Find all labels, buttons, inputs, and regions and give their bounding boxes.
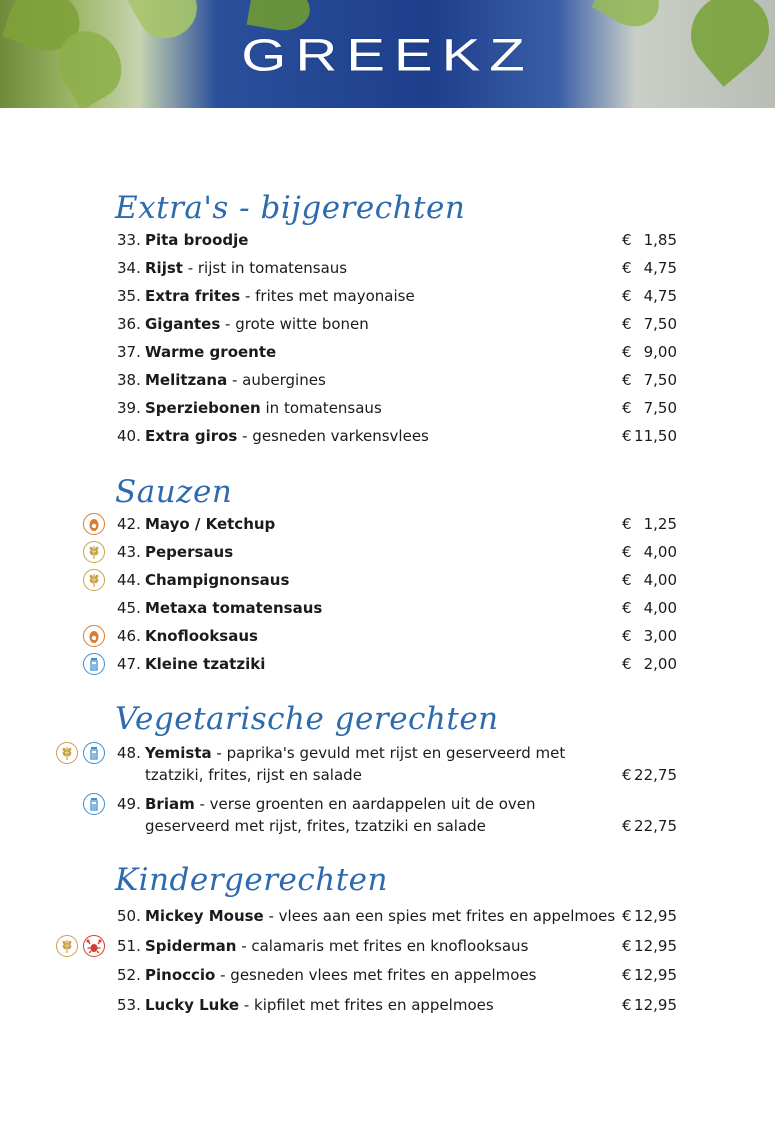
- gluten-icon: [56, 742, 78, 764]
- item-description: - frites met mayonaise: [240, 287, 415, 305]
- item-number: 42.: [117, 515, 141, 533]
- section-title: Sauzen: [115, 474, 233, 510]
- item-price: 11,50: [634, 427, 677, 445]
- item-price: 4,00: [643, 599, 677, 617]
- section-title: Vegetarische gerechten: [115, 701, 499, 737]
- item-name: Sperziebonen: [145, 399, 261, 417]
- item-name: Gigantes: [145, 315, 221, 333]
- item-price: 4,00: [643, 571, 677, 589]
- item-price: 2,00: [643, 655, 677, 673]
- menu-item: [0, 341, 775, 363]
- item-description: - aubergines: [227, 371, 326, 389]
- menu-item: [0, 569, 775, 591]
- item-name: Mayo / Ketchup: [145, 515, 276, 533]
- item-description: - rijst in tomatensaus: [182, 259, 348, 277]
- item-name: Warme groente: [145, 343, 277, 361]
- item-name: Metaxa tomatensaus: [145, 599, 323, 617]
- currency-symbol: €: [622, 543, 632, 561]
- currency-symbol: €: [622, 259, 632, 277]
- item-price: 7,50: [643, 399, 677, 417]
- item-description: - paprika's gevuld met rijst en geserveerd met: [211, 744, 566, 762]
- menu-item: [0, 964, 775, 986]
- item-price: 3,00: [643, 627, 677, 645]
- item-number: 39.: [117, 399, 141, 417]
- currency-symbol: €: [622, 599, 632, 617]
- item-text: [145, 793, 536, 815]
- item-text: [145, 541, 233, 563]
- menu-item: [0, 229, 775, 251]
- item-description-line2: geserveerd met rijst, frites, tzatziki en salade: [145, 817, 486, 835]
- item-name: Rijst: [145, 259, 183, 277]
- gluten-icon: [56, 935, 78, 957]
- item-name: Pepersaus: [145, 543, 234, 561]
- currency-symbol: €: [622, 655, 632, 673]
- item-number: 38.: [117, 371, 141, 389]
- item-price: 22,75: [634, 817, 677, 835]
- section-title: Kindergerechten: [115, 862, 388, 898]
- currency-symbol: €: [622, 936, 632, 955]
- menu-item: [0, 653, 775, 675]
- item-description: - gesneden vlees met frites en appelmoes: [215, 966, 537, 984]
- item-description: - gesneden varkensvlees: [237, 427, 429, 445]
- egg-icon: [83, 625, 105, 647]
- item-number: 53.: [117, 995, 141, 1014]
- currency-symbol: €: [622, 627, 632, 645]
- item-price: 4,75: [643, 259, 677, 277]
- item-number: 50.: [117, 907, 141, 925]
- item-price: 9,00: [643, 343, 677, 361]
- item-description-line2: tzatziki, frites, rijst en salade: [145, 766, 362, 784]
- item-number: 49.: [117, 795, 141, 813]
- item-number: 37.: [117, 343, 141, 361]
- item-description: - grote witte bonen: [220, 315, 369, 333]
- currency-symbol: €: [622, 231, 632, 249]
- menu-item: [0, 425, 775, 447]
- item-name: Yemista: [145, 744, 212, 762]
- item-number: 36.: [117, 315, 141, 333]
- item-name: Melitzana: [145, 371, 228, 389]
- currency-symbol: €: [622, 427, 632, 445]
- item-text: [145, 653, 265, 675]
- item-price: 4,00: [643, 543, 677, 561]
- item-description: - verse groenten en aardappelen uit de oven: [194, 795, 536, 813]
- item-description: - calamaris met frites en knoflooksaus: [236, 936, 529, 955]
- item-text: [145, 625, 258, 647]
- milk-icon: [83, 793, 105, 815]
- menu-item: [0, 397, 775, 419]
- egg-icon: [83, 513, 105, 535]
- item-name: Pita broodje: [145, 231, 249, 249]
- menu-item: [0, 513, 775, 535]
- item-number: 52.: [117, 966, 141, 984]
- item-name: Kleine tzatziki: [145, 655, 266, 673]
- menu-item: [0, 625, 775, 647]
- currency-symbol: €: [622, 371, 632, 389]
- item-name: Briam: [145, 795, 195, 813]
- item-name: Pinoccio: [145, 966, 216, 984]
- item-text: [145, 285, 415, 307]
- item-text: [145, 597, 322, 619]
- currency-symbol: €: [622, 399, 632, 417]
- menu-item: [0, 285, 775, 307]
- menu-item: [0, 905, 775, 927]
- item-name: Lucky Luke: [145, 995, 240, 1014]
- item-number: 33.: [117, 231, 141, 249]
- item-number: 44.: [117, 571, 141, 589]
- item-name: Spiderman: [145, 936, 237, 955]
- currency-symbol: €: [622, 766, 632, 784]
- item-price: 4,75: [643, 287, 677, 305]
- item-description: - vlees aan een spies met frites en appelmoes: [263, 907, 616, 925]
- currency-symbol: €: [622, 995, 632, 1014]
- item-price: 7,50: [643, 315, 677, 333]
- item-text: [145, 257, 347, 279]
- currency-symbol: €: [622, 817, 632, 835]
- item-text: [145, 742, 565, 764]
- item-price: 12,95: [634, 995, 677, 1014]
- menu-item: [0, 541, 775, 563]
- gluten-icon: [83, 569, 105, 591]
- item-text: [145, 369, 326, 391]
- item-price: 1,85: [643, 231, 677, 249]
- item-number: 35.: [117, 287, 141, 305]
- item-name: Extra frites: [145, 287, 241, 305]
- item-number: 51.: [117, 936, 141, 955]
- item-name: Extra giros: [145, 427, 238, 445]
- item-number: 47.: [117, 655, 141, 673]
- currency-symbol: €: [622, 571, 632, 589]
- item-number: 43.: [117, 543, 141, 561]
- item-description: - kipfilet met frites en appelmoes: [239, 995, 494, 1014]
- currency-symbol: €: [622, 287, 632, 305]
- header-banner: [0, 0, 775, 108]
- milk-icon: [83, 742, 105, 764]
- menu-item: [0, 742, 775, 784]
- item-text: [145, 935, 528, 957]
- brand-logo: GREEKZ: [241, 30, 534, 81]
- item-price: 12,95: [634, 907, 677, 925]
- menu-item: [0, 793, 775, 835]
- item-text: [145, 425, 429, 447]
- menu-item: [0, 994, 775, 1016]
- menu-item: [0, 935, 775, 957]
- crustacean-icon: [83, 935, 105, 957]
- item-name: Mickey Mouse: [145, 907, 264, 925]
- item-number: 34.: [117, 259, 141, 277]
- currency-symbol: €: [622, 515, 632, 533]
- item-text: [145, 313, 369, 335]
- item-name: Knoflooksaus: [145, 627, 258, 645]
- menu-item: [0, 369, 775, 391]
- item-price: 1,25: [643, 515, 677, 533]
- item-description: in tomatensaus: [260, 399, 382, 417]
- item-text: [145, 569, 289, 591]
- currency-symbol: €: [622, 343, 632, 361]
- currency-symbol: €: [622, 907, 632, 925]
- item-number: 45.: [117, 599, 141, 617]
- item-text: [145, 229, 248, 251]
- item-number: 48.: [117, 744, 141, 762]
- item-price: 7,50: [643, 371, 677, 389]
- item-text: [145, 964, 536, 986]
- item-price: 12,95: [634, 966, 677, 984]
- menu-item: [0, 597, 775, 619]
- item-text: [145, 994, 494, 1016]
- item-text: [145, 397, 382, 419]
- gluten-icon: [83, 541, 105, 563]
- item-price: 22,75: [634, 766, 677, 784]
- item-text: [145, 341, 276, 363]
- item-text: [145, 513, 275, 535]
- item-name: Champignonsaus: [145, 571, 290, 589]
- menu-item: [0, 313, 775, 335]
- item-number: 46.: [117, 627, 141, 645]
- currency-symbol: €: [622, 315, 632, 333]
- menu-item: [0, 257, 775, 279]
- section-title: Extra's - bijgerechten: [115, 190, 466, 226]
- item-text: [145, 905, 615, 927]
- item-price: 12,95: [634, 936, 677, 955]
- item-number: 40.: [117, 427, 141, 445]
- milk-icon: [83, 653, 105, 675]
- currency-symbol: €: [622, 966, 632, 984]
